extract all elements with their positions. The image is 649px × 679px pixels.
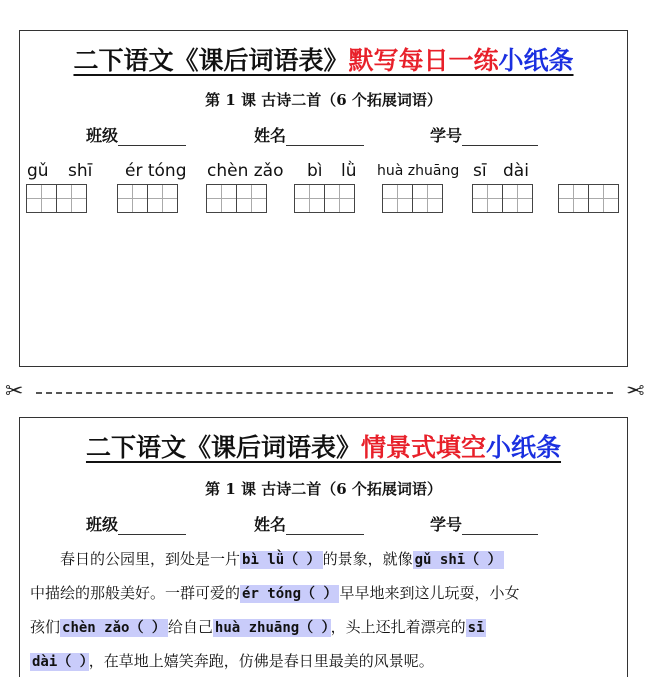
pinyin-chenzao: chèn zǎo xyxy=(207,161,284,181)
class-label: 班级 xyxy=(86,515,119,534)
passage-text: 孩们 xyxy=(30,618,61,636)
title-part-course: 二下语文《课后词语表》 xyxy=(73,46,349,75)
passage-line xyxy=(30,576,620,610)
name-label: 姓名 xyxy=(254,515,287,534)
scissors-icon: ✂ xyxy=(625,379,644,404)
card-title xyxy=(20,428,627,464)
writing-cell[interactable] xyxy=(56,184,87,213)
writing-cell[interactable] xyxy=(472,184,503,213)
passage-text: ，在草地上嬉笑奔跑，仿佛是春日里最美的风景呢。 xyxy=(88,652,434,670)
pinyin-gu: gǔ xyxy=(27,161,49,181)
lesson-heading: 第 1 课 古诗二首（6 个拓展词语） xyxy=(205,480,442,498)
pinyin-row xyxy=(25,161,625,183)
pinyin-bi: bì xyxy=(307,161,323,181)
class-label: 班级 xyxy=(86,126,119,145)
writing-cell[interactable] xyxy=(236,184,267,213)
title-part-note: 小纸条 xyxy=(486,433,562,462)
title-part-task: 情景式填空 xyxy=(360,433,486,462)
writing-cell[interactable] xyxy=(412,184,443,213)
passage-line xyxy=(30,644,620,678)
blank-sidai-part1[interactable]: sī xyxy=(467,620,485,636)
student-info-row xyxy=(20,512,627,536)
passage-text: 早早地来到这儿玩耍，小女 xyxy=(339,584,520,602)
passage-text: ，头上还扎着漂亮的 xyxy=(330,618,466,636)
passage-text: 中描绘的那般美好。一群可爱的 xyxy=(30,584,241,602)
writing-grid-row xyxy=(26,184,626,214)
passage xyxy=(30,542,620,678)
writing-cell[interactable] xyxy=(382,184,413,213)
writing-cell[interactable] xyxy=(294,184,325,213)
title-part-note: 小纸条 xyxy=(498,46,574,75)
name-field[interactable] xyxy=(286,518,364,535)
scissors-icon: ✂ xyxy=(5,379,24,404)
passage-text: 的景象，就像 xyxy=(322,550,413,568)
class-field[interactable] xyxy=(118,518,186,535)
name-field[interactable] xyxy=(286,129,364,146)
id-field[interactable] xyxy=(462,518,538,535)
id-label: 学号 xyxy=(430,126,463,145)
passage-text: 春日的公园里，到处是一片 xyxy=(60,550,241,568)
dashed-divider xyxy=(36,392,613,394)
lesson-heading: 第 1 课 古诗二首（6 个拓展词语） xyxy=(205,91,442,109)
writing-cell[interactable] xyxy=(324,184,355,213)
id-field[interactable] xyxy=(462,129,538,146)
pinyin-shi: shī xyxy=(68,161,93,181)
pinyin-lv: lǜ xyxy=(341,161,357,181)
writing-cell[interactable] xyxy=(588,184,619,213)
blank-sidai-part2[interactable]: dài（ ） xyxy=(32,654,87,670)
writing-cell[interactable] xyxy=(206,184,237,213)
blank-ertong[interactable]: ér tóng（ ） xyxy=(242,586,338,602)
title-part-task: 默写每日一练 xyxy=(348,46,499,75)
passage-line xyxy=(30,542,620,576)
pinyin-huazhuang: huà zhuāng xyxy=(377,163,460,179)
writing-cell[interactable] xyxy=(117,184,148,213)
id-label: 学号 xyxy=(430,515,463,534)
name-label: 姓名 xyxy=(254,126,287,145)
writing-cell[interactable] xyxy=(26,184,57,213)
writing-cell[interactable] xyxy=(502,184,533,213)
writing-cell[interactable] xyxy=(558,184,589,213)
cut-line xyxy=(0,380,649,406)
class-field[interactable] xyxy=(118,129,186,146)
pinyin-ertong: ér tóng xyxy=(125,161,187,181)
blank-chenzao[interactable]: chèn zǎo（ ） xyxy=(62,620,166,636)
pinyin-si: sī xyxy=(473,161,487,181)
blank-gushi[interactable]: gǔ shī（ ） xyxy=(414,552,502,568)
blank-bilv[interactable]: bì lǜ（ ） xyxy=(242,552,321,568)
fill-blank-card xyxy=(19,417,628,677)
title-part-course: 二下语文《课后词语表》 xyxy=(85,433,361,462)
pinyin-dai: dài xyxy=(503,161,529,181)
student-info-row xyxy=(20,123,627,147)
blank-huazhuang[interactable]: huà zhuāng（ ） xyxy=(214,620,329,636)
card-title xyxy=(20,41,627,77)
passage-line xyxy=(30,610,620,644)
dictation-card xyxy=(19,30,628,367)
writing-cell[interactable] xyxy=(147,184,178,213)
passage-text: 给自己 xyxy=(167,618,213,636)
